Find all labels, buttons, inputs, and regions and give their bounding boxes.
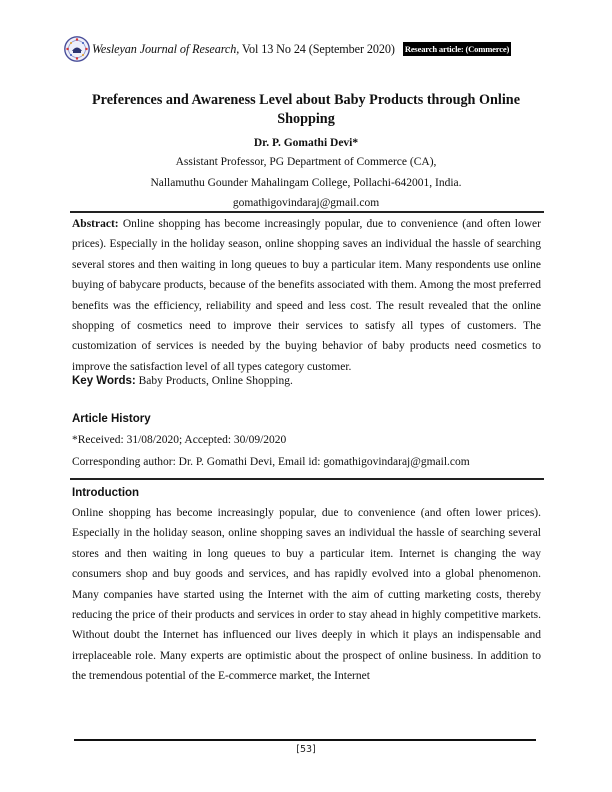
affiliation-department: Assistant Professor, PG Department of Commerce (CA), [175, 156, 437, 168]
journal-issue: Vol 13 No 24 (September 2020) [239, 41, 395, 56]
keywords-text: Baby Products, Online Shopping. [135, 375, 293, 387]
journal-name: Wesleyan Journal of Research, [92, 41, 240, 56]
introduction-heading: Introduction [72, 487, 140, 499]
journal-header [64, 36, 544, 62]
article-title: Preferences and Awareness Level about Baby Products through Online Shopping [91, 92, 520, 127]
affiliation-institution: Nallamuthu Gounder Mahalingam College, Pollachi-642001, India. [150, 177, 462, 189]
abstract-text: Online shopping has become increasingly popular, due to convenience (and often lower prices). Especially in the holiday season, online shopping saves an individual the hassle of searching several stores and then waiting in long queues to buy a particular item. Many respondents use online buying of babycare products, because of the benefits associated with them. Among the most preferred benefits was the efficiency, reliability and speed and less cost. The result revealed that the online shopping of cosmetics need to improve their services to satisfy all types of customers. The customization of services is needed by the buying behavior of baby products need cosmetics to improve the satisfaction level of all types category customer. [72, 218, 541, 373]
footer-rule [74, 739, 536, 741]
author-email: gomathigovindaraj@gmail.com [232, 197, 380, 209]
journal-citation [92, 42, 395, 57]
author-name: Dr. P. Gomathi Devi* [253, 137, 359, 149]
abstract-top-rule [70, 211, 544, 213]
keywords-label: Key Words: [72, 375, 136, 387]
keywords-line [72, 375, 293, 387]
corresponding-author: Corresponding author: Dr. P. Gomathi Devi, Email id: gomathigovindaraj@gmail.com [72, 456, 470, 468]
article-history-dates: *Received: 31/08/2020; Accepted: 30/09/2020 [72, 434, 287, 446]
abstract-paragraph [72, 214, 541, 377]
introduction-paragraph: Online shopping has become increasingly popular, due to convenience (and often lower prices). Especially in the holiday season, online shopping saves an individual the hassle of searching several stores and then waiting in long queues to buy a particular item. Internet is changing the way consumers shop and buy goods and services, and has rapidly evolved into a global phenomenon. Many companies have started using the Internet with the aim of cutting marketing costs, thereby reducing the price of their products and services in order to stay ahead in highly competitive markets. Without doubt the Internet has influenced our lives deeply in which it plays an indispensable and irreplaceable role. Many experts are optimistic about the prospect of online business. In addition to the tremendous potential of the E-commerce market, the Internet [72, 507, 541, 683]
page-number: [53] [296, 744, 316, 755]
article-history-heading: Article History [72, 413, 151, 425]
article-type-badge: Research article: (Commerce) [404, 44, 510, 54]
journal-seal-icon [64, 36, 90, 62]
abstract-label: Abstract: [72, 218, 119, 230]
section-divider-rule [70, 478, 544, 480]
